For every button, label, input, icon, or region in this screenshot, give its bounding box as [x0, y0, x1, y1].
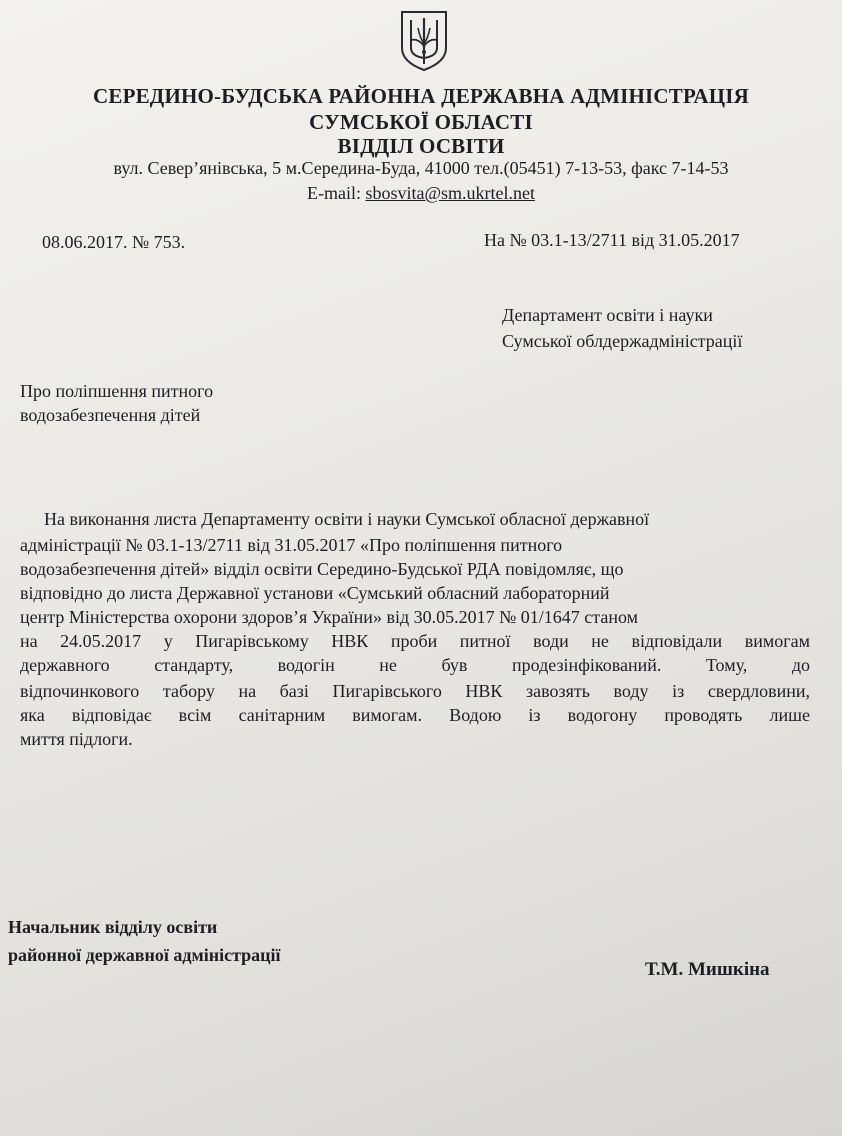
signatory-title: районної державної адміністрації — [8, 945, 281, 965]
recipient-line: Сумської облдержадміністрації — [502, 331, 743, 351]
department-name: ВІДДІЛ ОСВІТИ — [337, 134, 505, 158]
trident-coat-of-arms-icon — [398, 8, 450, 72]
contact-email-line — [0, 183, 842, 204]
contact-address: вул. Север’янівська, 5 м.Середина-Буда, 41000 тел.(05451) 7-13-53, факс 7-14-53 — [113, 158, 729, 178]
recipient-line: Департамент освіти і науки — [502, 305, 713, 325]
reply-reference: На № 03.1-13/2711 від 31.05.2017 — [484, 230, 740, 250]
subject-line: Про поліпшення питного — [20, 381, 214, 401]
email-label: E-mail: — [306, 183, 366, 203]
body-paragraph-line: відповідно до листа Державної установи «Сумський обласний лабораторний — [20, 583, 610, 603]
body-paragraph-line: На виконання листа Департаменту освіти і науки Сумської обласної державної — [44, 509, 650, 529]
body-paragraph-line: яка відповідає всім санітарним вимогам. Водою із водогону проводять лише — [20, 705, 810, 725]
body-paragraph-line: відпочинкового табору на базі Пигарівського НВК завозять воду із свердловини, — [20, 681, 810, 701]
org-region: СУМСЬКОЇ ОБЛАСТІ — [309, 110, 533, 134]
body-paragraph-line: адміністрації № 03.1-13/2711 від 31.05.2017 «Про поліпшення питного — [20, 535, 563, 555]
body-paragraph-line: державного стандарту, водогін не був продезінфікований. Тому, до — [20, 655, 810, 675]
outgoing-number: 08.06.2017. № 753. — [42, 232, 186, 252]
org-name: СЕРЕДИНО-БУДСЬКА РАЙОННА ДЕРЖАВНА АДМІНІСТРАЦІЯ — [93, 84, 749, 108]
signatory-name: Т.М. Мишкіна — [645, 959, 770, 980]
body-paragraph-line: центр Міністерства охорони здоров’я України» від 30.05.2017 № 01/1647 станом — [20, 607, 639, 627]
body-paragraph-line: миття підлоги. — [20, 729, 133, 749]
body-paragraph-line: водозабезпечення дітей» відділ освіти Середино-Будської РДА повідомляє, що — [20, 559, 624, 579]
email-link[interactable]: sbosvita@sm.ukrtel.net — [365, 183, 536, 203]
body-paragraph-line: на 24.05.2017 у Пигарівському НВК проби питної води не відповідали вимогам — [20, 631, 810, 651]
subject-line: водозабезпечення дітей — [20, 405, 201, 425]
signatory-title: Начальник відділу освіти — [8, 917, 218, 937]
